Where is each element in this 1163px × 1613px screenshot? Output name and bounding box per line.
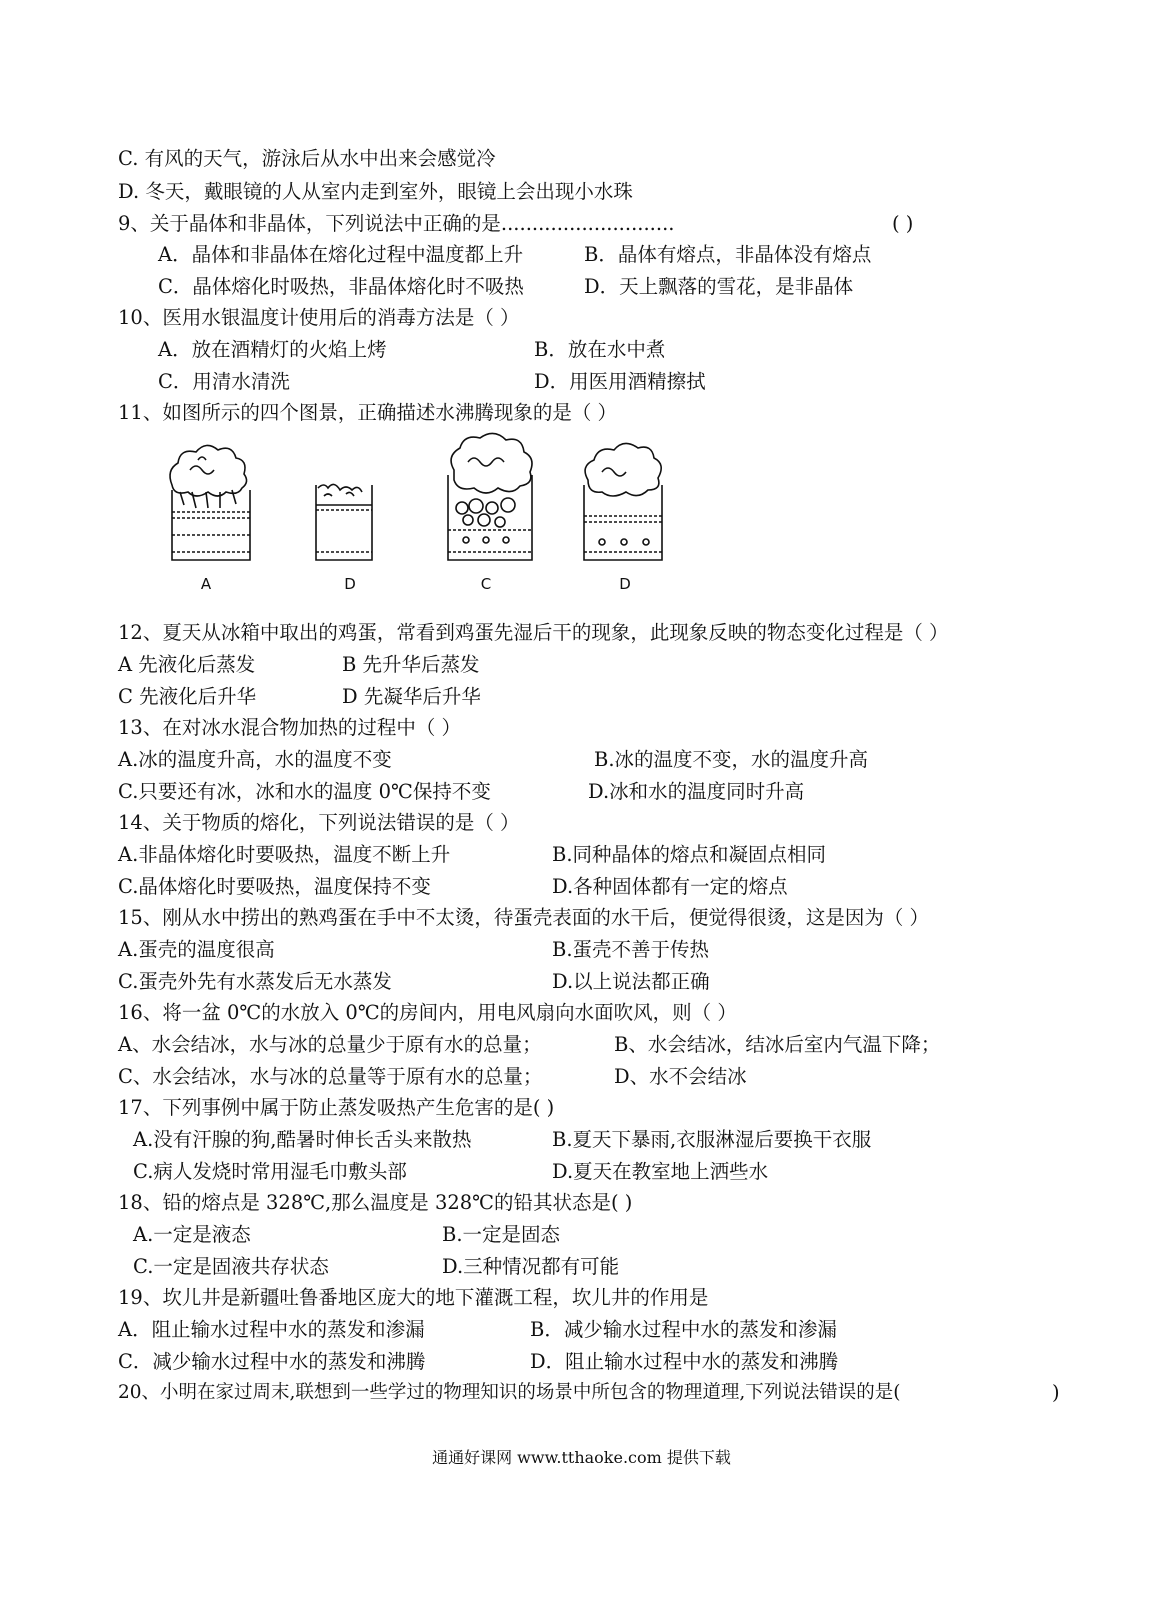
q15-option-c: C.蛋壳外先有水蒸发后无水蒸发 — [118, 970, 392, 993]
q19-option-c: C．减少输水过程中水的蒸发和沸腾 — [118, 1350, 426, 1373]
q18-option-b: B.一定是固态 — [442, 1223, 561, 1246]
question-9: 9、关于晶体和非晶体，下列说法中正确的是............................ — [118, 212, 675, 235]
question-17: 17、下列事例中属于防止蒸发吸热产生危害的是( ) — [118, 1096, 555, 1119]
question-15: 15、刚从水中捞出的熟鸡蛋在手中不太烫，待蛋壳表面的水干后，便觉得很烫，这是因为（ ） — [118, 906, 930, 929]
q16-option-c: C、水会结冰，水与冰的总量等于原有水的总量； — [118, 1065, 543, 1088]
q15-option-a: A.蛋壳的温度很高 — [118, 938, 275, 961]
q15-option-d: D.以上说法都正确 — [552, 970, 710, 993]
q9-option-b: B．晶体有熔点，非晶体没有熔点 — [584, 243, 872, 266]
question-11: 11、如图所示的四个图景，正确描述水沸腾现象的是（ ） — [118, 401, 618, 424]
q18-option-a: A.一定是液态 — [133, 1223, 251, 1246]
question-20-answer-paren: ) — [1052, 1381, 1060, 1404]
q19-option-b: B．减少输水过程中水的蒸发和渗漏 — [530, 1318, 837, 1341]
question-13: 13、在对冰水混合物加热的过程中（ ） — [118, 716, 462, 739]
question-18: 18、铅的熔点是 328℃,那么温度是 328℃的铅其状态是( ) — [118, 1191, 633, 1214]
q18-option-c: C.一定是固液共存状态 — [133, 1255, 329, 1278]
q12-option-d: D 先凝华后升华 — [342, 685, 481, 708]
q17-option-a: A.没有汗腺的狗,酷暑时伸长舌头来散热 — [133, 1128, 472, 1151]
q10-option-a: A．放在酒精灯的火焰上烤 — [158, 338, 387, 361]
question-16: 16、将一盆 0℃的水放入 0℃的房间内，用电风扇向水面吹风，则（ ） — [118, 1001, 737, 1024]
q9-option-d: D．天上飘落的雪花，是非晶体 — [584, 275, 854, 298]
q19-option-d: D．阻止输水过程中水的蒸发和沸腾 — [530, 1350, 839, 1373]
question-9-answer-paren: ( ) — [892, 212, 914, 235]
q14-option-b: B.同种晶体的熔点和凝固点相同 — [552, 843, 827, 866]
q14-option-d: D.各种固体都有一定的熔点 — [552, 875, 788, 898]
q18-option-d: D.三种情况都有可能 — [442, 1255, 620, 1278]
figure-label-b: D — [344, 575, 356, 593]
beaker-a — [170, 445, 250, 560]
question-12: 12、夏天从冰箱中取出的鸡蛋，常看到鸡蛋先湿后干的现象，此现象反映的物态变化过程是（ ） — [118, 621, 949, 644]
page-footer: 通通好课网 www.tthaoke.com 提供下载 — [432, 1448, 731, 1467]
question-19: 19、坎儿井是新疆吐鲁番地区庞大的地下灌溉工程，坎儿井的作用是 — [118, 1286, 709, 1309]
q17-option-c: C.病人发烧时常用湿毛巾敷头部 — [133, 1160, 407, 1183]
option-c-line: C. 有风的天气，游泳后从水中出来会感觉冷 — [118, 147, 496, 170]
q13-option-b: B.冰的温度不变，水的温度升高 — [594, 748, 869, 771]
q12-option-b: B 先升华后蒸发 — [342, 653, 480, 676]
option-d-line: D. 冬天，戴眼镜的人从室内走到室外，眼镜上会出现小水珠 — [118, 180, 633, 203]
q14-option-c: C.晶体熔化时要吸热，温度保持不变 — [118, 875, 431, 898]
q12-option-c: C 先液化后升华 — [118, 685, 257, 708]
figure-label-d: D — [619, 575, 631, 593]
question-10: 10、医用水银温度计使用后的消毒方法是（ ） — [118, 306, 520, 329]
figure-label-c: C — [480, 575, 492, 593]
q16-option-a: A、水会结冰，水与冰的总量少于原有水的总量； — [118, 1033, 542, 1056]
q17-option-d: D.夏天在教室地上洒些水 — [552, 1160, 769, 1183]
q14-option-a: A.非晶体熔化时要吸热，温度不断上升 — [118, 843, 451, 866]
q15-option-b: B.蛋壳不善于传热 — [552, 938, 710, 961]
beaker-c — [448, 433, 532, 560]
question-14: 14、关于物质的熔化，下列说法错误的是（ ） — [118, 811, 520, 834]
beakers-figure — [150, 430, 670, 605]
question-20: 20、小明在家过周末,联想到一些学过的物理知识的场景中所包含的物理道理,下列说法错误的是( — [118, 1382, 901, 1403]
beaker-b — [316, 484, 372, 560]
figure-label-a: A — [200, 575, 212, 593]
q9-option-a: A．晶体和非晶体在熔化过程中温度都上升 — [158, 243, 524, 266]
q9-option-c: C．晶体熔化时吸热，非晶体熔化时不吸热 — [158, 275, 524, 298]
q13-option-a: A.冰的温度升高，水的温度不变 — [118, 748, 392, 771]
q19-option-a: A．阻止输水过程中水的蒸发和渗漏 — [118, 1318, 425, 1341]
q12-option-a: A 先液化后蒸发 — [118, 653, 256, 676]
beaker-d — [584, 443, 662, 560]
q10-option-b: B．放在水中煮 — [534, 338, 666, 361]
q16-option-d: D、水不会结冰 — [614, 1065, 747, 1088]
q10-option-d: D．用医用酒精擦拭 — [534, 370, 706, 393]
q10-option-c: C．用清水清洗 — [158, 370, 290, 393]
q13-option-c: C.只要还有冰，冰和水的温度 0℃保持不变 — [118, 780, 491, 803]
q13-option-d: D.冰和水的温度同时升高 — [588, 780, 805, 803]
q16-option-b: B、水会结冰，结冰后室内气温下降； — [614, 1033, 941, 1056]
q17-option-b: B.夏天下暴雨,衣服淋湿后要换干衣服 — [552, 1128, 872, 1151]
